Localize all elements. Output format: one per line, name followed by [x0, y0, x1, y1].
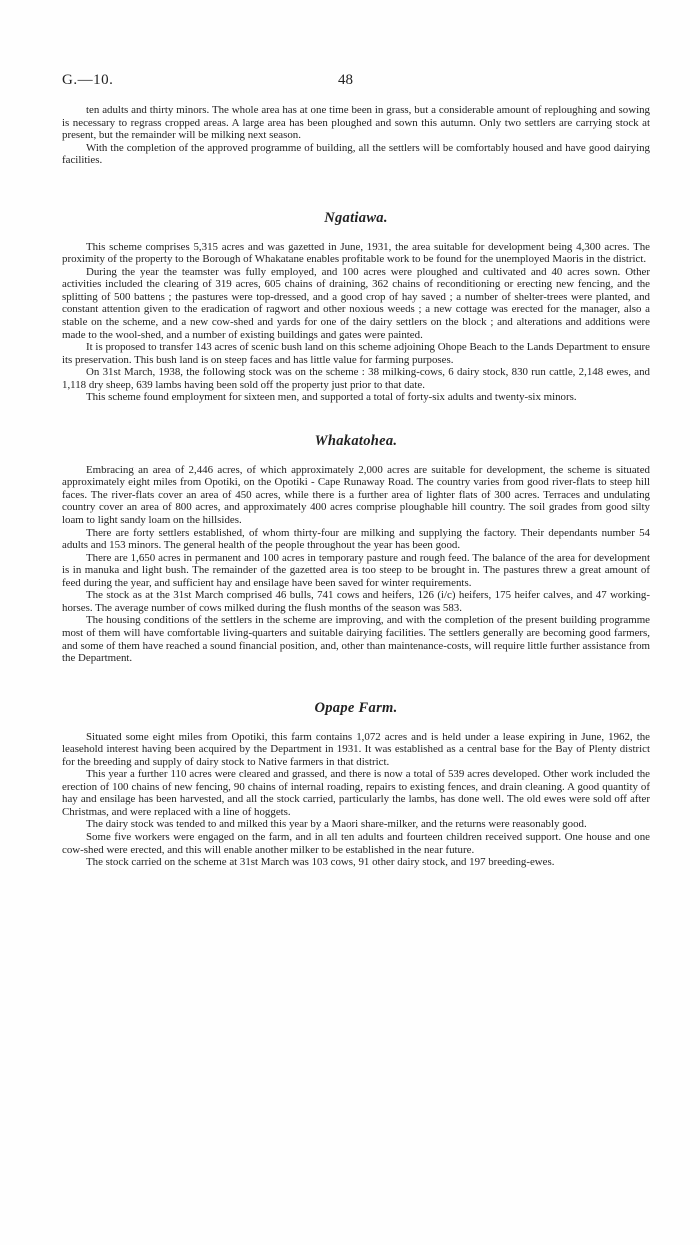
- paragraph: This scheme found employment for sixteen men, and supported a total of forty-six adults and twenty-six minors.: [86, 391, 577, 404]
- page-body: [62, 104, 650, 869]
- page-header: [62, 72, 638, 94]
- paragraph: The dairy stock was tended to and milked this year by a Maori share-milker, and the returns were reasonably good.: [86, 818, 587, 831]
- section-title: Whakatohea.: [314, 432, 398, 449]
- paragraph: ten adults and thirty minors. The whole area has at one time been in grass, but a considerable amount of reploughing and sowing is necessary to regrass cropped areas. A large area has been ploughed and sown this autumn. Only two settlers are carrying stock at present, but the remainder will be milking next season.: [62, 104, 650, 142]
- opape-farm-section: [62, 699, 650, 869]
- paragraph: On 31st March, 1938, the following stock was on the scheme : 38 milking-cows, 6 dairy stock, 830 run cattle, 2,148 ewes, and 1,118 dry sheep, 639 lambs having been sold off the property just prior to that date.: [62, 366, 650, 391]
- paragraph: This scheme comprises 5,315 acres and was gazetted in June, 1931, the area suitable for development being 4,300 acres. The proximity of the property to the Borough of Whakatane enables profitable work to be found for the unemployed Maoris in the district.: [62, 240, 650, 266]
- paragraph: The stock carried on the scheme at 31st March was 103 cows, 91 other dairy stock, and 197 breeding-ewes.: [86, 856, 555, 869]
- paragraph: There are 1,650 acres in permanent and 100 acres in temporary pasture and rough feed. The balance of the area for development is in manuka and light bush. The remainder of the gazetted area is too steep to be brought in. The pastures threw a great amount of feed during the year, and sufficient hay and ensilage have been saved for winter requirements.: [62, 551, 650, 589]
- whakatohea-section: [62, 432, 650, 665]
- paragraph: Some five workers were engaged on the farm, and in all ten adults and fourteen children received support. One house and one cow-shed were erected, and this will enable another milker to be established in the near future.: [62, 830, 650, 856]
- ngatiawa-section: [62, 209, 650, 404]
- paragraph: During the year the teamster was fully employed, and 100 acres were ploughed and cultivated and 40 acres sown. Other activities included the clearing of 319 acres, 605 chains of draining, 362 chains of reconditioning or erecting new fencing, and the splitting of 500 battens ; the pastures were top-dressed, and a good crop of hay saved ; a number of shelter-trees were planted, and constant attention given to the eradication of ragwort and other noxious weeds ; a new cottage was erected for the manager, also a stable on the scheme, and a new cow-shed and yards for one of the dairy settlers on the block ; and alterations and additions were made to the wool-shed, and a number of existing buildings and gates were painted.: [62, 265, 650, 341]
- paragraph: Situated some eight miles from Opotiki, this farm contains 1,072 acres and is held under a lease expiring in June, 1962, the leasehold interest having been acquired by the Department in 1931. It was established as a central base for the Bay of Plenty district for the breeding and supply of dairy stock to Native farmers in that district.: [62, 730, 650, 768]
- paragraph: The stock as at the 31st March comprised 46 bulls, 741 cows and heifers, 126 (i/c) heifers, 175 heifer calves, and 47 working-horses. The average number of cows milked during the flush months of the season was 583.: [62, 589, 650, 614]
- section-title: Ngatiawa.: [324, 209, 388, 226]
- page-number: 48: [338, 72, 353, 88]
- paragraph: It is proposed to transfer 143 acres of scenic bush land on this scheme adjoining Ohope Beach to the Lands Department to ensure its preservation. This bush land is on steep faces and has little value for farming purposes.: [62, 341, 650, 366]
- paragraph: The housing conditions of the settlers in the scheme are improving, and with the completion of the present building programme most of them will have comfortable living-quarters and suitable dairying facilities. The settlers generally are becoming good farmers, and some of them have reached a sound financial position, and, other than maintenance-costs, will require little further assistance from the Department.: [62, 614, 650, 665]
- intro-section: [62, 104, 650, 167]
- section-title: Opape Farm.: [314, 699, 398, 716]
- paragraph: This year a further 110 acres were cleared and grassed, and there is now a total of 539 acres developed. Other work included the erection of 100 chains of new fencing, 90 chains of internal roading, repairs to existing fences, and drain cleaning. A good quantity of hay and ensilage has been harvested, and all the stock carried, particularly the lambs, has done well. The old ewes were sold off after Christmas, and were replaced with a line of hoggets.: [62, 768, 650, 818]
- paragraph: With the completion of the approved programme of building, all the settlers will be comfortably housed and have good dairying facilities.: [62, 141, 650, 167]
- paragraph: There are forty settlers established, of whom thirty-four are milking and supplying the factory. Their dependants number 54 adults and 153 minors. The general health of the people throughout the year has been good.: [62, 526, 650, 552]
- document-reference: G.—10.: [62, 72, 114, 88]
- paragraph: Embracing an area of 2,446 acres, of which approximately 2,000 acres are suitable for development, the scheme is situated approximately eight miles from Opotiki, on the Opotiki - Cape Runaway Road. The country varies from good river-flats to steep hill faces. The river-flats cover an area of 450 acres, while there is a further area of lighter flats of 300 acres. Terraces and undulating country cover an area of 800 acres, and approximately 400 acres comprise ploughable hill country. The soil grades from good silty loam to light sandy loam on the hillsides.: [62, 463, 650, 527]
